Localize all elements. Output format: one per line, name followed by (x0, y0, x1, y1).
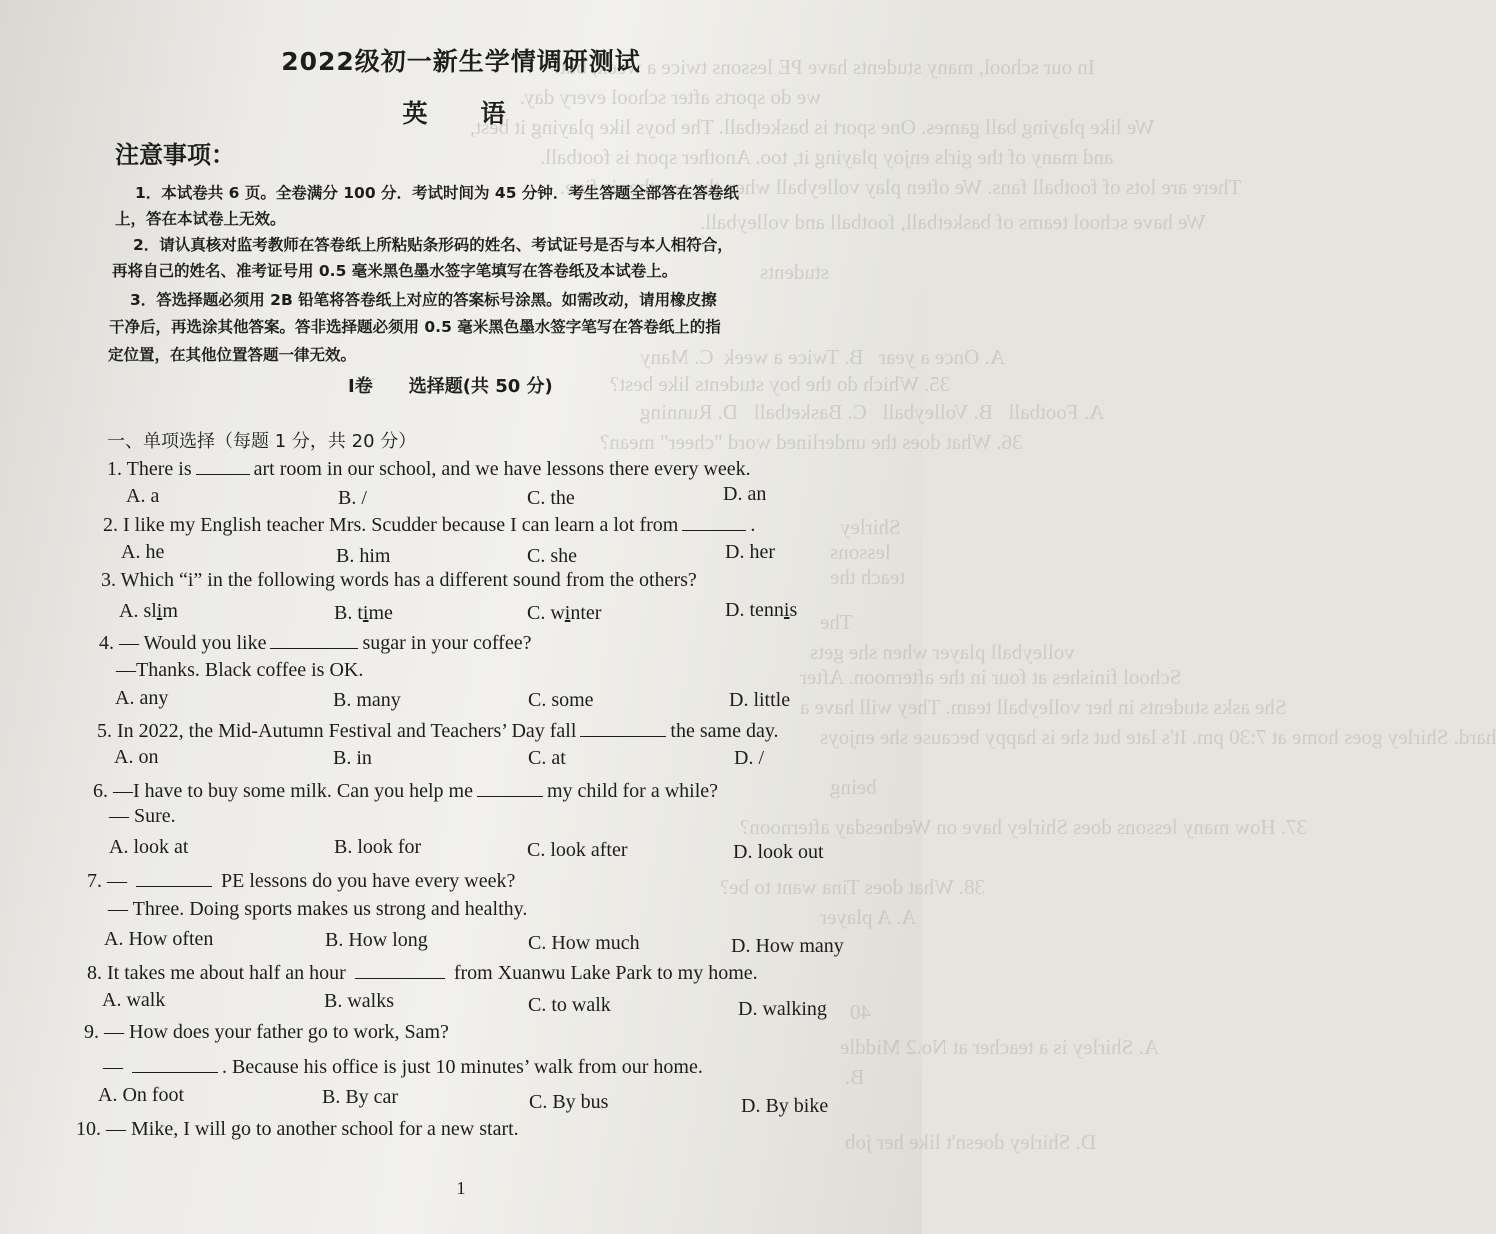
option-7d: D. How many (731, 935, 844, 957)
notice-rule-1-line-1: 1．本试卷共 6 页。全卷满分 100 分．考试时间为 45 分钟．考生答题全部答在答卷纸 (135, 184, 739, 202)
question-6: 6. —I have to buy some milk. Can you help me my child for a while? (93, 780, 719, 802)
option-1b: B. / (338, 487, 367, 509)
option-6a: A. look at (109, 836, 189, 858)
option-1d: D. an (723, 483, 767, 505)
answer-blank (355, 960, 445, 979)
option-5c: C. at (528, 747, 566, 769)
notice-heading: 注意事项： (115, 141, 235, 169)
question-3: 3. Which “i” in the following words has a different sound from the others? (101, 569, 697, 591)
option-3d: D. tennis (725, 599, 798, 621)
option-4c: C. some (528, 689, 594, 711)
option-3c: C. winter (527, 602, 602, 624)
option-8c: C. to walk (528, 994, 611, 1016)
part-one-label: Ⅰ卷 (348, 376, 373, 397)
question-7-reply: — Three. Doing sports makes us strong and healthy. (108, 898, 528, 920)
option-9b: B. By car (322, 1086, 399, 1108)
option-2c: C. she (527, 545, 577, 567)
notice-rule-1-line-2: 上，答在本试卷上无效。 (115, 210, 286, 228)
option-4b: B. many (333, 689, 401, 711)
part-one-heading (348, 378, 553, 396)
option-4a: A. any (115, 687, 169, 709)
question-8: 8. It takes me about half an hour from Xuanwu Lake Park to my home. (87, 962, 758, 984)
option-7b: B. How long (325, 929, 428, 951)
notice-rule-2-line-2: 再将自己的姓名、准考证号用 0.5 毫米黑色墨水签字笔填写在答卷纸及本试卷上。 (112, 262, 678, 280)
section-one-heading: 一、单项选择（每题 1 分，共 20 分） (107, 431, 417, 452)
answer-blank (580, 718, 666, 737)
question-1: 1. There is art room in our school, and we have lessons there every week. (107, 458, 751, 480)
option-9a: A. On foot (98, 1084, 185, 1106)
option-8d: D. walking (738, 998, 827, 1020)
notice-rule-3-line-3: 定位置，在其他位置答题一律无效。 (108, 346, 357, 364)
answer-blank (196, 456, 250, 475)
question-9: 9. — How does your father go to work, Sam? (84, 1021, 449, 1043)
part-one-title: 选择题(共 50 分) (408, 376, 553, 397)
answer-blank (477, 778, 543, 797)
answer-blank (132, 1054, 218, 1073)
notice-rule-3-line-1: 3．答选择题必须用 2B 铅笔将答卷纸上对应的答案标号涂黑。如需改动，请用橡皮擦 (130, 291, 717, 309)
option-2d: D. her (725, 541, 775, 563)
question-4-reply: —Thanks. Black coffee is OK. (116, 659, 364, 681)
option-6d: D. look out (733, 841, 824, 863)
option-1a: A. a (126, 485, 160, 507)
option-5a: A. on (114, 746, 159, 768)
option-7a: A. How often (104, 928, 214, 950)
question-4: 4. — Would you like sugar in your coffee? (99, 632, 532, 654)
question-7: 7. — PE lessons do you have every week? (87, 870, 516, 892)
option-3a: A. slim (119, 600, 178, 622)
exam-title: 2022级初一新生学情调研测试 (281, 47, 641, 76)
option-1c: C. the (527, 487, 575, 509)
option-4d: D. little (729, 689, 791, 711)
subject-title: 英 语 (402, 99, 520, 128)
option-9c: C. By bus (529, 1091, 609, 1113)
answer-blank (136, 868, 212, 887)
option-2a: A. he (121, 541, 165, 563)
question-6-reply: — Sure. (109, 805, 176, 827)
question-5: 5. In 2022, the Mid-Autumn Festival and Teachers’ Day fall the same day. (97, 720, 779, 742)
option-6c: C. look after (527, 839, 628, 861)
bleed-through-texture: In our school, many students have PE lessons twice a week, but we do sports after school every day. We like playing ball games. One sport is basketball. The boys like playing it best, and many of the girls enjoy playing it, too. Another sport is football. There are lots of football fans. We often play volleyball when the weather is fine. We have school teams of basketball, football and volleyball. students A. Once a year B. Twice a week C. Many 35. Which do the boy students like best? A. Football B. Volleyball C. Basketball D. Running 36. What does the underlined word "cheer" mean? Shirley lessons teach the The volleyball player when she gets School finishes at four in the afternoon. After She asks students in her volleyball team. They will have a hard. Shirley goes home at 7:30 pm. It's late but she is happy because she enjoys being 37. How many lessons does Shirley have on Wednesday afternoon? 38. What does Tina want to be? A. A player 40 A. Shirley is a teacher at No.2 Middle B. D. Shirley doesn't like her job (470, 55, 1496, 1154)
option-3b: B. time (334, 602, 393, 624)
question-10: 10. — Mike, I will go to another school for a new start. (76, 1118, 519, 1140)
answer-blank (270, 630, 358, 649)
page-number: 1 (456, 1178, 466, 1198)
question-9-reply: — . Because his office is just 10 minutes’ walk from our home. (103, 1056, 703, 1078)
notice-rule-3-line-2: 干净后，再选涂其他答案。答非选择题必须用 0.5 毫米黑色墨水签字笔写在答卷纸上的指 (109, 318, 721, 336)
option-6b: B. look for (334, 836, 422, 858)
option-7c: C. How much (528, 932, 640, 954)
option-8a: A. walk (102, 989, 166, 1011)
option-5b: B. in (333, 747, 372, 769)
option-8b: B. walks (324, 990, 394, 1012)
answer-blank (682, 512, 746, 531)
option-5d: D. / (734, 747, 764, 769)
notice-rule-2-line-1: 2．请认真核对监考教师在答卷纸上所粘贴条形码的姓名、考试证号是否与本人相符合， (133, 236, 733, 254)
option-2b: B. him (336, 545, 391, 567)
option-9d: D. By bike (741, 1095, 829, 1117)
question-2: 2. I like my English teacher Mrs. Scudder because I can learn a lot from . (103, 514, 756, 536)
